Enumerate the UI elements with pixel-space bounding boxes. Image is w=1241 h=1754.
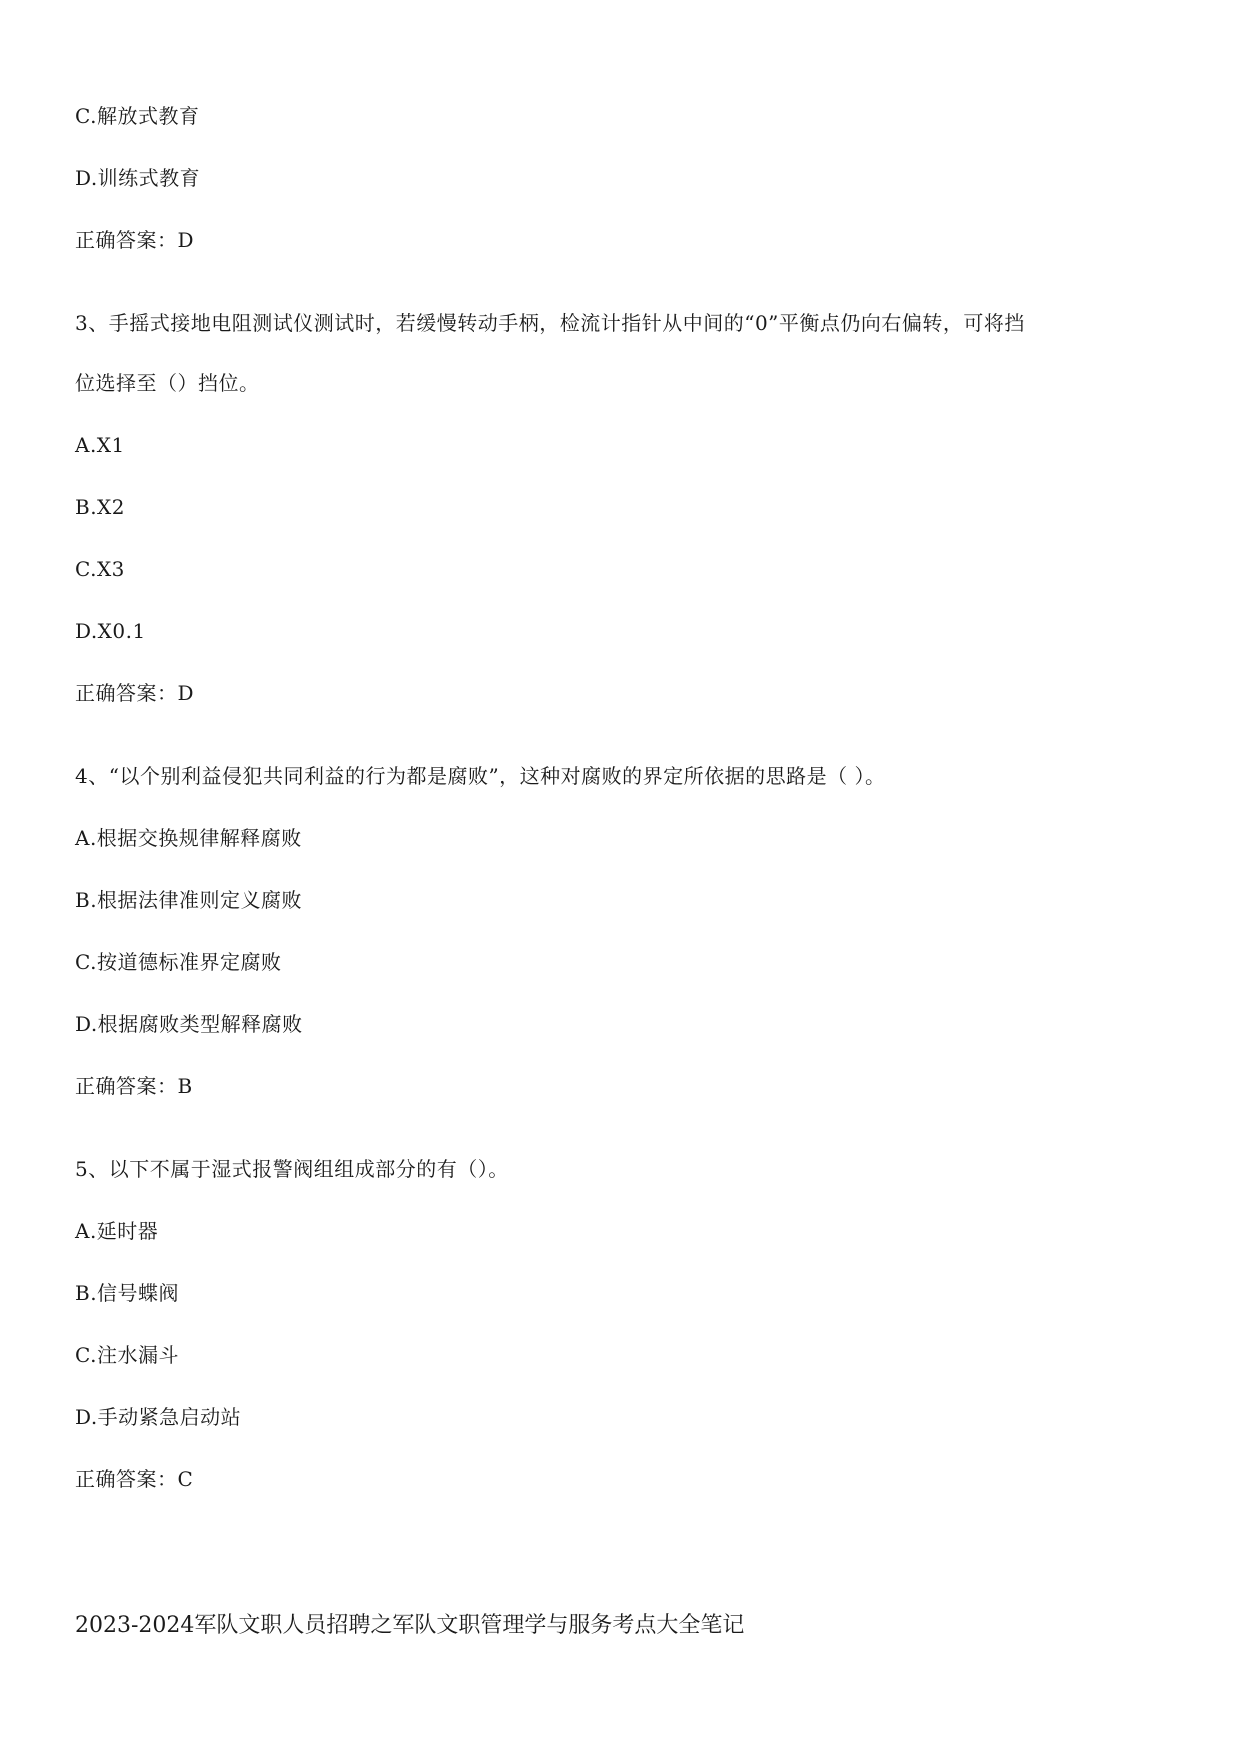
answer-text: 正确答案：B: [75, 1074, 193, 1098]
option-d-text: D.根据腐败类型解释腐败: [75, 1012, 303, 1036]
option-a-text: A.延时器: [75, 1219, 159, 1243]
question-5-text: 5、以下不属于湿式报警阀组组成部分的有（）。: [75, 1157, 509, 1181]
option-c-text: C.按道德标准界定腐败: [75, 950, 282, 974]
answer-text: 正确答案：C: [75, 1467, 194, 1491]
option-d-text: D.训练式教育: [75, 166, 201, 190]
document-footer: 2023-2024军队文职人员招聘之军队文职管理学与服务考点大全笔记: [75, 1613, 745, 1638]
question-4-text: 4、“以个别利益侵犯共同利益的行为都是腐败”，这种对腐败的界定所依据的思路是（ ）。: [75, 764, 886, 788]
option-b-text: B.信号蝶阀: [75, 1281, 180, 1305]
option-a-text: A.根据交换规律解释腐败: [75, 826, 302, 850]
option-d-text: D.手动紧急启动站: [75, 1405, 242, 1429]
answer-text: 正确答案：D: [75, 681, 195, 705]
option-d-text: D.X0.1: [75, 619, 146, 643]
option-b-text: B.根据法律准则定义腐败: [75, 888, 303, 912]
option-a-text: A.X1: [75, 433, 125, 457]
option-c-text: C.解放式教育: [75, 104, 200, 128]
question-3-text: 3、手摇式接地电阻测试仪测试时，若缓慢转动手柄，检流计指针从中间的“0”平衡点仍向右偏转，可将挡: [75, 311, 1025, 335]
option-b-text: B.X2: [75, 495, 126, 519]
option-c-text: C.注水漏斗: [75, 1343, 179, 1367]
option-c-text: C.X3: [75, 557, 125, 581]
question-3-text-continued: 位选择至（）挡位。: [75, 371, 260, 395]
answer-text: 正确答案：D: [75, 228, 195, 252]
